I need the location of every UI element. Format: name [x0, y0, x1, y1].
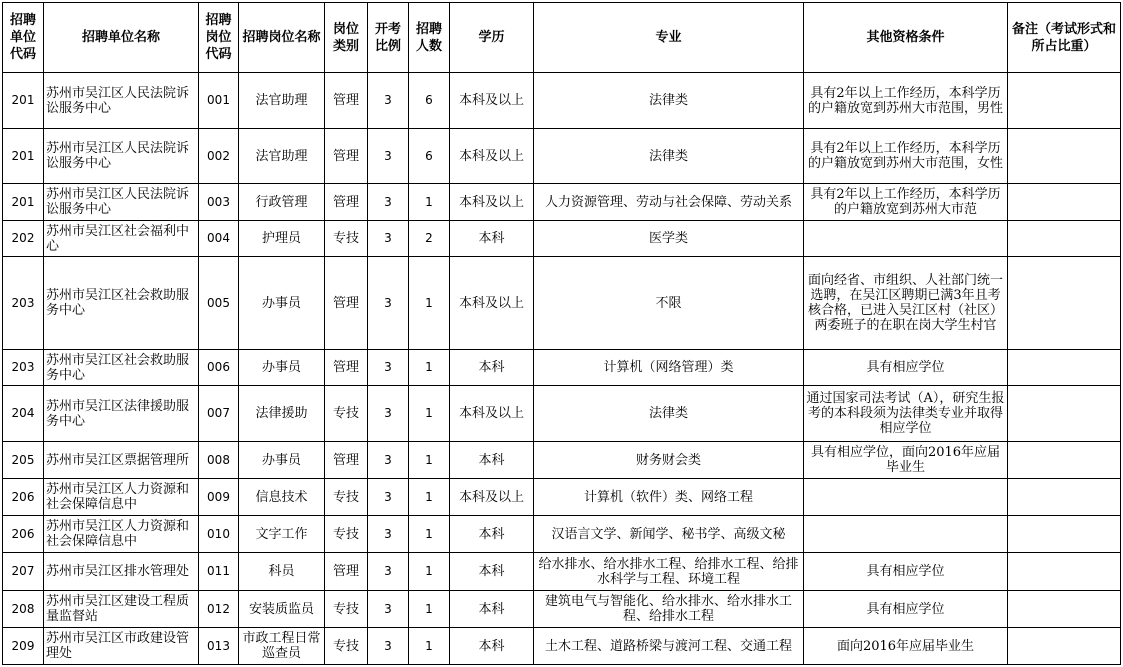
cell-count: 1 [409, 591, 450, 628]
cell-post-type: 管理 [325, 129, 368, 184]
cell-post-type: 专技 [325, 386, 368, 442]
header-unit-name: 招聘单位名称 [44, 3, 199, 73]
table-row [3, 257, 1121, 350]
cell-post-code: 001 [199, 73, 239, 129]
cell-unit-name: 苏州市吴江区人民法院诉讼服务中心 [44, 184, 199, 221]
cell-post-name: 办事员 [239, 350, 325, 386]
header-post-type: 岗位类别 [325, 3, 368, 73]
cell-remark [1008, 516, 1121, 553]
table-row [3, 129, 1121, 184]
cell-other: 具有相应学位 [804, 350, 1008, 386]
cell-post-name: 市政工程日常巡查员 [239, 628, 325, 665]
cell-unit-code: 201 [3, 184, 44, 221]
cell-remark [1008, 479, 1121, 516]
cell-remark [1008, 184, 1121, 221]
cell-remark [1008, 553, 1121, 591]
cell-count: 6 [409, 73, 450, 129]
cell-post-type: 专技 [325, 221, 368, 257]
cell-ratio: 3 [368, 479, 409, 516]
cell-unit-name: 苏州市吴江区排水管理处 [44, 553, 199, 591]
cell-education: 本科及以上 [450, 257, 534, 350]
table-row [3, 628, 1121, 665]
cell-unit-code: 206 [3, 516, 44, 553]
cell-post-code: 007 [199, 386, 239, 442]
cell-major: 法律类 [534, 129, 804, 184]
cell-unit-name: 苏州市吴江区社会救助服务中心 [44, 257, 199, 350]
cell-major: 建筑电气与智能化、给水排水、给水排水工程、给排水工程 [534, 591, 804, 628]
cell-remark [1008, 442, 1121, 479]
cell-major: 土木工程、道路桥梁与渡河工程、交通工程 [534, 628, 804, 665]
cell-other: 具有2年以上工作经历，本科学历的户籍放宽到苏州大市范围，女性 [804, 129, 1008, 184]
cell-post-name: 文字工作 [239, 516, 325, 553]
cell-post-name: 办事员 [239, 442, 325, 479]
cell-post-type: 管理 [325, 184, 368, 221]
cell-other: 具有2年以上工作经历，本科学历的户籍放宽到苏州大市范 [804, 184, 1008, 221]
header-unit-code: 招聘单位代码 [3, 3, 44, 73]
cell-unit-code: 205 [3, 442, 44, 479]
cell-post-type: 专技 [325, 516, 368, 553]
cell-other: 面向经省、市组织、人社部门统一选聘，在吴江区聘期已满3年且考核合格，已进入吴江区村（社区）两委班子的在职在岗大学生村官 [804, 257, 1008, 350]
cell-education: 本科及以上 [450, 184, 534, 221]
cell-count: 2 [409, 221, 450, 257]
cell-ratio: 3 [368, 221, 409, 257]
cell-ratio: 3 [368, 129, 409, 184]
cell-post-name: 信息技术 [239, 479, 325, 516]
table-row [3, 591, 1121, 628]
cell-post-code: 008 [199, 442, 239, 479]
cell-unit-code: 209 [3, 628, 44, 665]
cell-post-code: 013 [199, 628, 239, 665]
cell-other: 具有相应学位 [804, 553, 1008, 591]
cell-unit-code: 207 [3, 553, 44, 591]
header-other: 其他资格条件 [804, 3, 1008, 73]
cell-unit-code: 204 [3, 386, 44, 442]
cell-other: 面向2016年应届毕业生 [804, 628, 1008, 665]
cell-count: 1 [409, 386, 450, 442]
header-post-code: 招聘岗位代码 [199, 3, 239, 73]
cell-major: 医学类 [534, 221, 804, 257]
cell-education: 本科 [450, 221, 534, 257]
cell-unit-code: 201 [3, 129, 44, 184]
cell-unit-name: 苏州市吴江区建设工程质量监督站 [44, 591, 199, 628]
cell-count: 1 [409, 628, 450, 665]
cell-major: 法律类 [534, 73, 804, 129]
cell-unit-name: 苏州市吴江区市政建设管理处 [44, 628, 199, 665]
cell-unit-code: 203 [3, 350, 44, 386]
cell-education: 本科 [450, 516, 534, 553]
cell-ratio: 3 [368, 516, 409, 553]
cell-unit-code: 203 [3, 257, 44, 350]
cell-post-name: 科员 [239, 553, 325, 591]
cell-unit-name: 苏州市吴江区人民法院诉讼服务中心 [44, 129, 199, 184]
cell-education: 本科 [450, 553, 534, 591]
cell-post-code: 009 [199, 479, 239, 516]
table-row [3, 184, 1121, 221]
cell-post-type: 专技 [325, 479, 368, 516]
header-count: 招聘人数 [409, 3, 450, 73]
cell-unit-code: 208 [3, 591, 44, 628]
cell-remark [1008, 386, 1121, 442]
cell-post-code: 002 [199, 129, 239, 184]
cell-post-type: 管理 [325, 442, 368, 479]
cell-count: 1 [409, 257, 450, 350]
cell-ratio: 3 [368, 591, 409, 628]
header-education: 学历 [450, 3, 534, 73]
header-remark: 备注（考试形式和所占比重） [1008, 3, 1121, 73]
cell-post-code: 010 [199, 516, 239, 553]
cell-post-type: 管理 [325, 257, 368, 350]
table-body [3, 73, 1121, 665]
table-row [3, 350, 1121, 386]
cell-other: 具有2年以上工作经历，本科学历的户籍放宽到苏州大市范围，男性 [804, 73, 1008, 129]
cell-count: 1 [409, 442, 450, 479]
header-row [3, 3, 1121, 73]
cell-major: 人力资源管理、劳动与社会保障、劳动关系 [534, 184, 804, 221]
cell-ratio: 3 [368, 350, 409, 386]
cell-education: 本科及以上 [450, 73, 534, 129]
cell-education: 本科及以上 [450, 386, 534, 442]
cell-remark [1008, 628, 1121, 665]
cell-other: 具有相应学位 [804, 591, 1008, 628]
cell-ratio: 3 [368, 628, 409, 665]
cell-unit-name: 苏州市吴江区票据管理所 [44, 442, 199, 479]
cell-post-code: 011 [199, 553, 239, 591]
cell-education: 本科 [450, 628, 534, 665]
cell-post-type: 专技 [325, 591, 368, 628]
cell-other: 通过国家司法考试（A），研究生报考的本科段须为法律类专业并取得相应学位 [804, 386, 1008, 442]
cell-major: 计算机（软件）类、网络工程 [534, 479, 804, 516]
cell-post-code: 003 [199, 184, 239, 221]
table-row [3, 442, 1121, 479]
cell-unit-name: 苏州市吴江区社会救助服务中心 [44, 350, 199, 386]
cell-ratio: 3 [368, 73, 409, 129]
cell-unit-name: 苏州市吴江区社会福利中心 [44, 221, 199, 257]
header-ratio: 开考比例 [368, 3, 409, 73]
cell-post-type: 管理 [325, 350, 368, 386]
header-major: 专业 [534, 3, 804, 73]
cell-unit-name: 苏州市吴江区人力资源和社会保障信息中 [44, 516, 199, 553]
cell-post-code: 005 [199, 257, 239, 350]
cell-education: 本科及以上 [450, 129, 534, 184]
cell-education: 本科 [450, 442, 534, 479]
cell-post-type: 管理 [325, 553, 368, 591]
cell-other: 具有相应学位，面向2016年应届毕业生 [804, 442, 1008, 479]
cell-ratio: 3 [368, 553, 409, 591]
recruitment-table [2, 2, 1121, 665]
cell-post-name: 护理员 [239, 221, 325, 257]
cell-other [804, 516, 1008, 553]
cell-count: 1 [409, 553, 450, 591]
cell-unit-name: 苏州市吴江区法律援助服务中心 [44, 386, 199, 442]
cell-ratio: 3 [368, 184, 409, 221]
cell-ratio: 3 [368, 386, 409, 442]
cell-post-name: 法官助理 [239, 129, 325, 184]
cell-education: 本科及以上 [450, 479, 534, 516]
table-row [3, 73, 1121, 129]
cell-unit-code: 202 [3, 221, 44, 257]
cell-education: 本科 [450, 350, 534, 386]
header-post-name: 招聘岗位名称 [239, 3, 325, 73]
cell-major: 法律类 [534, 386, 804, 442]
cell-unit-name: 苏州市吴江区人民法院诉讼服务中心 [44, 73, 199, 129]
cell-count: 1 [409, 350, 450, 386]
cell-remark [1008, 257, 1121, 350]
cell-post-name: 行政管理 [239, 184, 325, 221]
cell-count: 1 [409, 184, 450, 221]
cell-post-name: 办事员 [239, 257, 325, 350]
cell-remark [1008, 73, 1121, 129]
cell-major: 汉语言文学、新闻学、秘书学、高级文秘 [534, 516, 804, 553]
cell-post-name: 安装质监员 [239, 591, 325, 628]
cell-remark [1008, 221, 1121, 257]
cell-post-code: 004 [199, 221, 239, 257]
cell-other [804, 479, 1008, 516]
cell-post-name: 法律援助 [239, 386, 325, 442]
table-row [3, 386, 1121, 442]
cell-post-code: 006 [199, 350, 239, 386]
table-row [3, 553, 1121, 591]
cell-post-type: 专技 [325, 628, 368, 665]
cell-post-type: 管理 [325, 73, 368, 129]
cell-count: 6 [409, 129, 450, 184]
table-row [3, 221, 1121, 257]
cell-post-name: 法官助理 [239, 73, 325, 129]
cell-ratio: 3 [368, 257, 409, 350]
cell-major: 不限 [534, 257, 804, 350]
cell-major: 财务财会类 [534, 442, 804, 479]
table-row [3, 479, 1121, 516]
cell-ratio: 3 [368, 442, 409, 479]
table-row [3, 516, 1121, 553]
cell-major: 给水排水、给水排水工程、给排水工程、给排水科学与工程、环境工程 [534, 553, 804, 591]
cell-unit-name: 苏州市吴江区人力资源和社会保障信息中 [44, 479, 199, 516]
cell-count: 1 [409, 516, 450, 553]
cell-remark [1008, 129, 1121, 184]
cell-remark [1008, 350, 1121, 386]
cell-education: 本科 [450, 591, 534, 628]
cell-post-code: 012 [199, 591, 239, 628]
cell-remark [1008, 591, 1121, 628]
cell-other [804, 221, 1008, 257]
cell-unit-code: 206 [3, 479, 44, 516]
cell-count: 1 [409, 479, 450, 516]
cell-unit-code: 201 [3, 73, 44, 129]
cell-major: 计算机（网络管理）类 [534, 350, 804, 386]
